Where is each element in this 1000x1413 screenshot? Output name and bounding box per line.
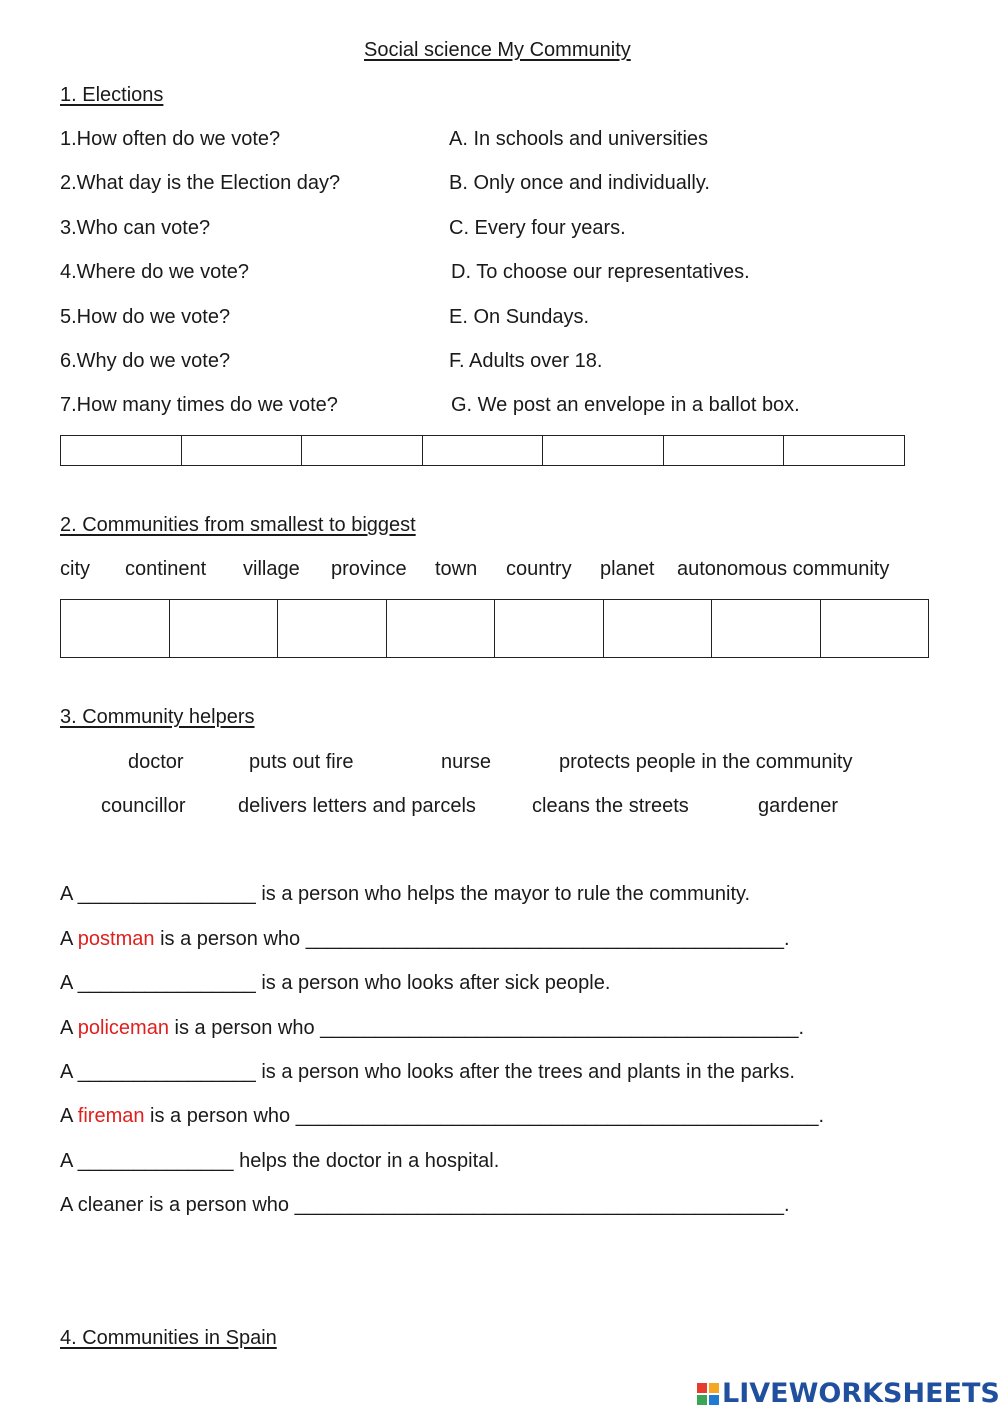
word-autonomous-community: autonomous community — [677, 558, 890, 580]
answer-input-1[interactable] — [61, 436, 181, 465]
word-city: city — [60, 558, 90, 580]
answer-input-4[interactable] — [423, 436, 543, 465]
page-title: Social science My Community — [364, 39, 631, 61]
sentence-1-rest: is a person who helps the mayor to rule the community. — [255, 883, 751, 905]
answer-a: A. In schools and universities — [449, 128, 709, 150]
answer-cell-4[interactable] — [423, 436, 544, 465]
answer-cell-5[interactable] — [543, 436, 664, 465]
answer-cell-6[interactable] — [664, 436, 785, 465]
sentence-7-rest: helps the doctor in a hospital. — [233, 1150, 500, 1172]
logo-square-blue — [709, 1395, 719, 1405]
logo-squares-icon — [697, 1383, 719, 1405]
logo-text: LIVEWORKSHEETS — [722, 1378, 1000, 1409]
sentence-5-blank[interactable]: ________________ — [77, 1061, 256, 1083]
liveworksheets-logo[interactable] — [697, 1378, 1000, 1409]
answer-cell-3[interactable] — [302, 436, 423, 465]
order-input-2[interactable] — [170, 600, 278, 657]
bank-word-puts-out-fire: puts out fire — [249, 751, 354, 773]
sentence-1-blank[interactable]: ________________ — [77, 883, 256, 905]
answer-g: G. We post an envelope in a ballot box. — [451, 394, 800, 416]
sentence-8-a: A cleaner is a person who — [60, 1194, 295, 1216]
sentence-6-a: A — [60, 1105, 78, 1127]
sentence-4-keyword: policeman — [77, 1017, 169, 1039]
word-country: country — [506, 558, 572, 580]
communities-order-grid — [60, 599, 929, 658]
question-4: 4.Where do we vote? — [60, 261, 249, 283]
bank-word-protects-people: protects people in the community — [559, 751, 853, 773]
elections-answer-grid — [60, 435, 905, 466]
order-input-6[interactable] — [604, 600, 712, 657]
order-cell-8[interactable] — [821, 600, 929, 657]
order-input-8[interactable] — [821, 600, 929, 657]
answer-c: C. Every four years. — [449, 217, 626, 239]
order-input-4[interactable] — [387, 600, 495, 657]
answer-cell-1[interactable] — [61, 436, 182, 465]
word-planet: planet — [600, 558, 655, 580]
sentence-4 — [60, 1016, 804, 1040]
logo-square-orange — [709, 1383, 719, 1393]
logo-square-green — [697, 1395, 707, 1405]
question-6: 6.Why do we vote? — [60, 350, 231, 372]
answer-cell-7[interactable] — [784, 436, 904, 465]
sentence-5 — [60, 1060, 795, 1084]
order-input-3[interactable] — [278, 600, 386, 657]
sentence-6-rest[interactable]: is a person who _______________________________________________. — [144, 1105, 825, 1127]
order-cell-6[interactable] — [604, 600, 713, 657]
sentence-2-a: A — [60, 928, 78, 950]
bank-word-councillor: councillor — [101, 795, 186, 817]
order-input-5[interactable] — [495, 600, 603, 657]
question-7: 7.How many times do we vote? — [60, 394, 338, 416]
section-heading-communities: 2. Communities from smallest to biggest — [60, 514, 416, 536]
bank-word-doctor: doctor — [128, 751, 184, 773]
word-continent: continent — [125, 558, 207, 580]
sentence-6 — [60, 1104, 824, 1128]
order-input-7[interactable] — [712, 600, 820, 657]
sentence-7-blank[interactable]: ______________ — [77, 1150, 234, 1172]
sentence-8 — [60, 1193, 790, 1217]
section-heading-elections: 1. Elections — [60, 84, 164, 106]
question-2: 2.What day is the Election day? — [60, 172, 341, 194]
word-village: village — [243, 558, 300, 580]
sentence-3-blank[interactable]: ________________ — [77, 972, 256, 994]
answer-d: D. To choose our representatives. — [451, 261, 750, 283]
sentence-5-rest: is a person who looks after the trees and plants in the parks. — [255, 1061, 795, 1083]
sentence-8-rest[interactable]: ____________________________________________. — [294, 1194, 790, 1216]
bank-word-cleans-streets: cleans the streets — [532, 795, 689, 817]
question-5: 5.How do we vote? — [60, 306, 231, 328]
sentence-2 — [60, 927, 790, 951]
sentence-1 — [60, 882, 750, 906]
section-heading-helpers: 3. Community helpers — [60, 706, 255, 728]
sentence-4-a: A — [60, 1017, 78, 1039]
question-3: 3.Who can vote? — [60, 217, 211, 239]
sentence-2-rest[interactable]: is a person who ___________________________________________. — [154, 928, 790, 950]
answer-input-7[interactable] — [784, 436, 904, 465]
bank-word-nurse: nurse — [441, 751, 492, 773]
order-cell-7[interactable] — [712, 600, 821, 657]
logo-square-red — [697, 1383, 707, 1393]
order-input-1[interactable] — [61, 600, 169, 657]
answer-e: E. On Sundays. — [449, 306, 590, 328]
section-heading-spain: 4. Communities in Spain — [60, 1327, 277, 1349]
answer-input-6[interactable] — [664, 436, 784, 465]
sentence-7 — [60, 1149, 499, 1173]
sentence-5-a: A — [60, 1061, 78, 1083]
answer-input-3[interactable] — [302, 436, 422, 465]
answer-b: B. Only once and individually. — [449, 172, 710, 194]
bank-word-gardener: gardener — [758, 795, 839, 817]
order-cell-3[interactable] — [278, 600, 387, 657]
sentence-7-a: A — [60, 1150, 78, 1172]
sentence-4-rest[interactable]: is a person who ___________________________________________. — [168, 1017, 805, 1039]
bank-word-delivers-letters: delivers letters and parcels — [238, 795, 476, 817]
word-town: town — [435, 558, 478, 580]
order-cell-2[interactable] — [170, 600, 279, 657]
sentence-3-rest: is a person who looks after sick people. — [255, 972, 611, 994]
sentence-1-a: A — [60, 883, 78, 905]
sentence-2-keyword: postman — [77, 928, 155, 950]
answer-input-2[interactable] — [182, 436, 302, 465]
answer-cell-2[interactable] — [182, 436, 303, 465]
answer-input-5[interactable] — [543, 436, 663, 465]
order-cell-1[interactable] — [61, 600, 170, 657]
word-province: province — [331, 558, 407, 580]
sentence-3-a: A — [60, 972, 78, 994]
question-1: 1.How often do we vote? — [60, 128, 281, 150]
sentence-3 — [60, 971, 610, 995]
answer-f: F. Adults over 18. — [449, 350, 603, 372]
order-cell-5[interactable] — [495, 600, 604, 657]
order-cell-4[interactable] — [387, 600, 496, 657]
sentence-6-keyword: fireman — [77, 1105, 145, 1127]
